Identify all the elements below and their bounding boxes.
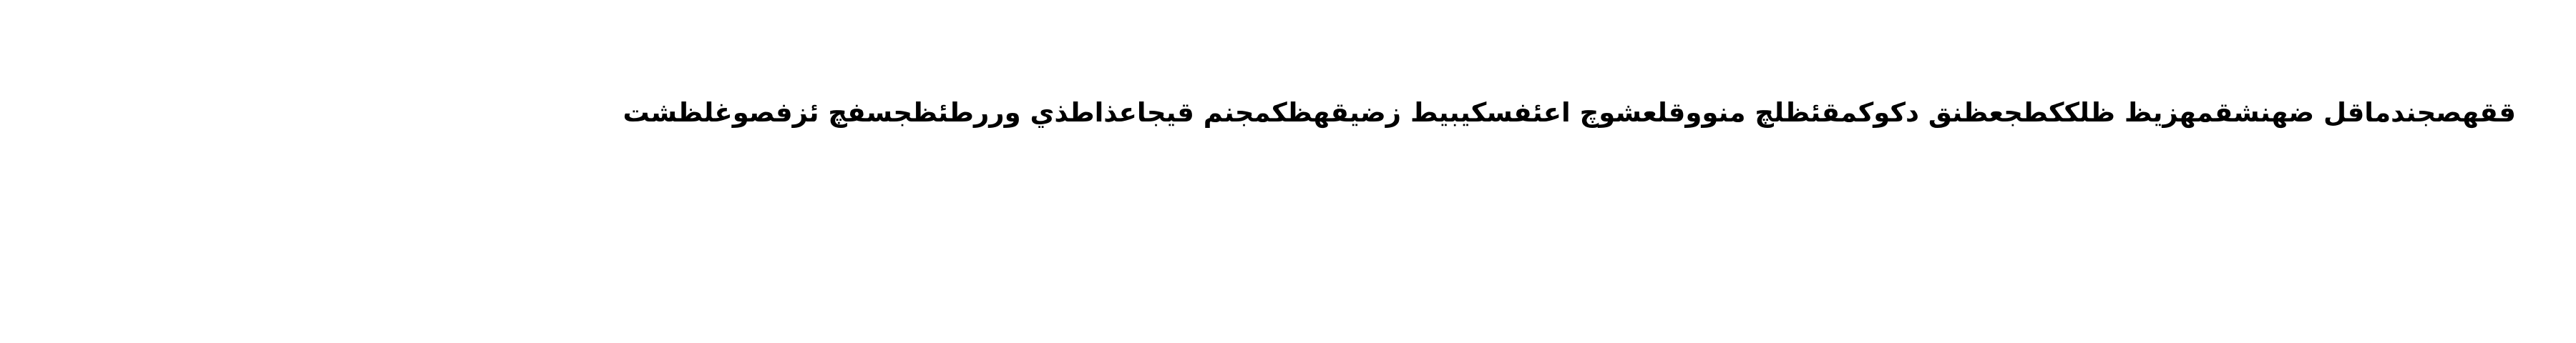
arabic-text-line: ققهصجندماقل ضهنشقمهزيظ ظلككطجعظنق دكوكمقئظلچ منووقلعشوچ اعئفسكيبيط زضيقهظكمجنم قيجاعذاطذي وررطئظجسفچ ئزفصوغلظشت: [623, 97, 2516, 128]
